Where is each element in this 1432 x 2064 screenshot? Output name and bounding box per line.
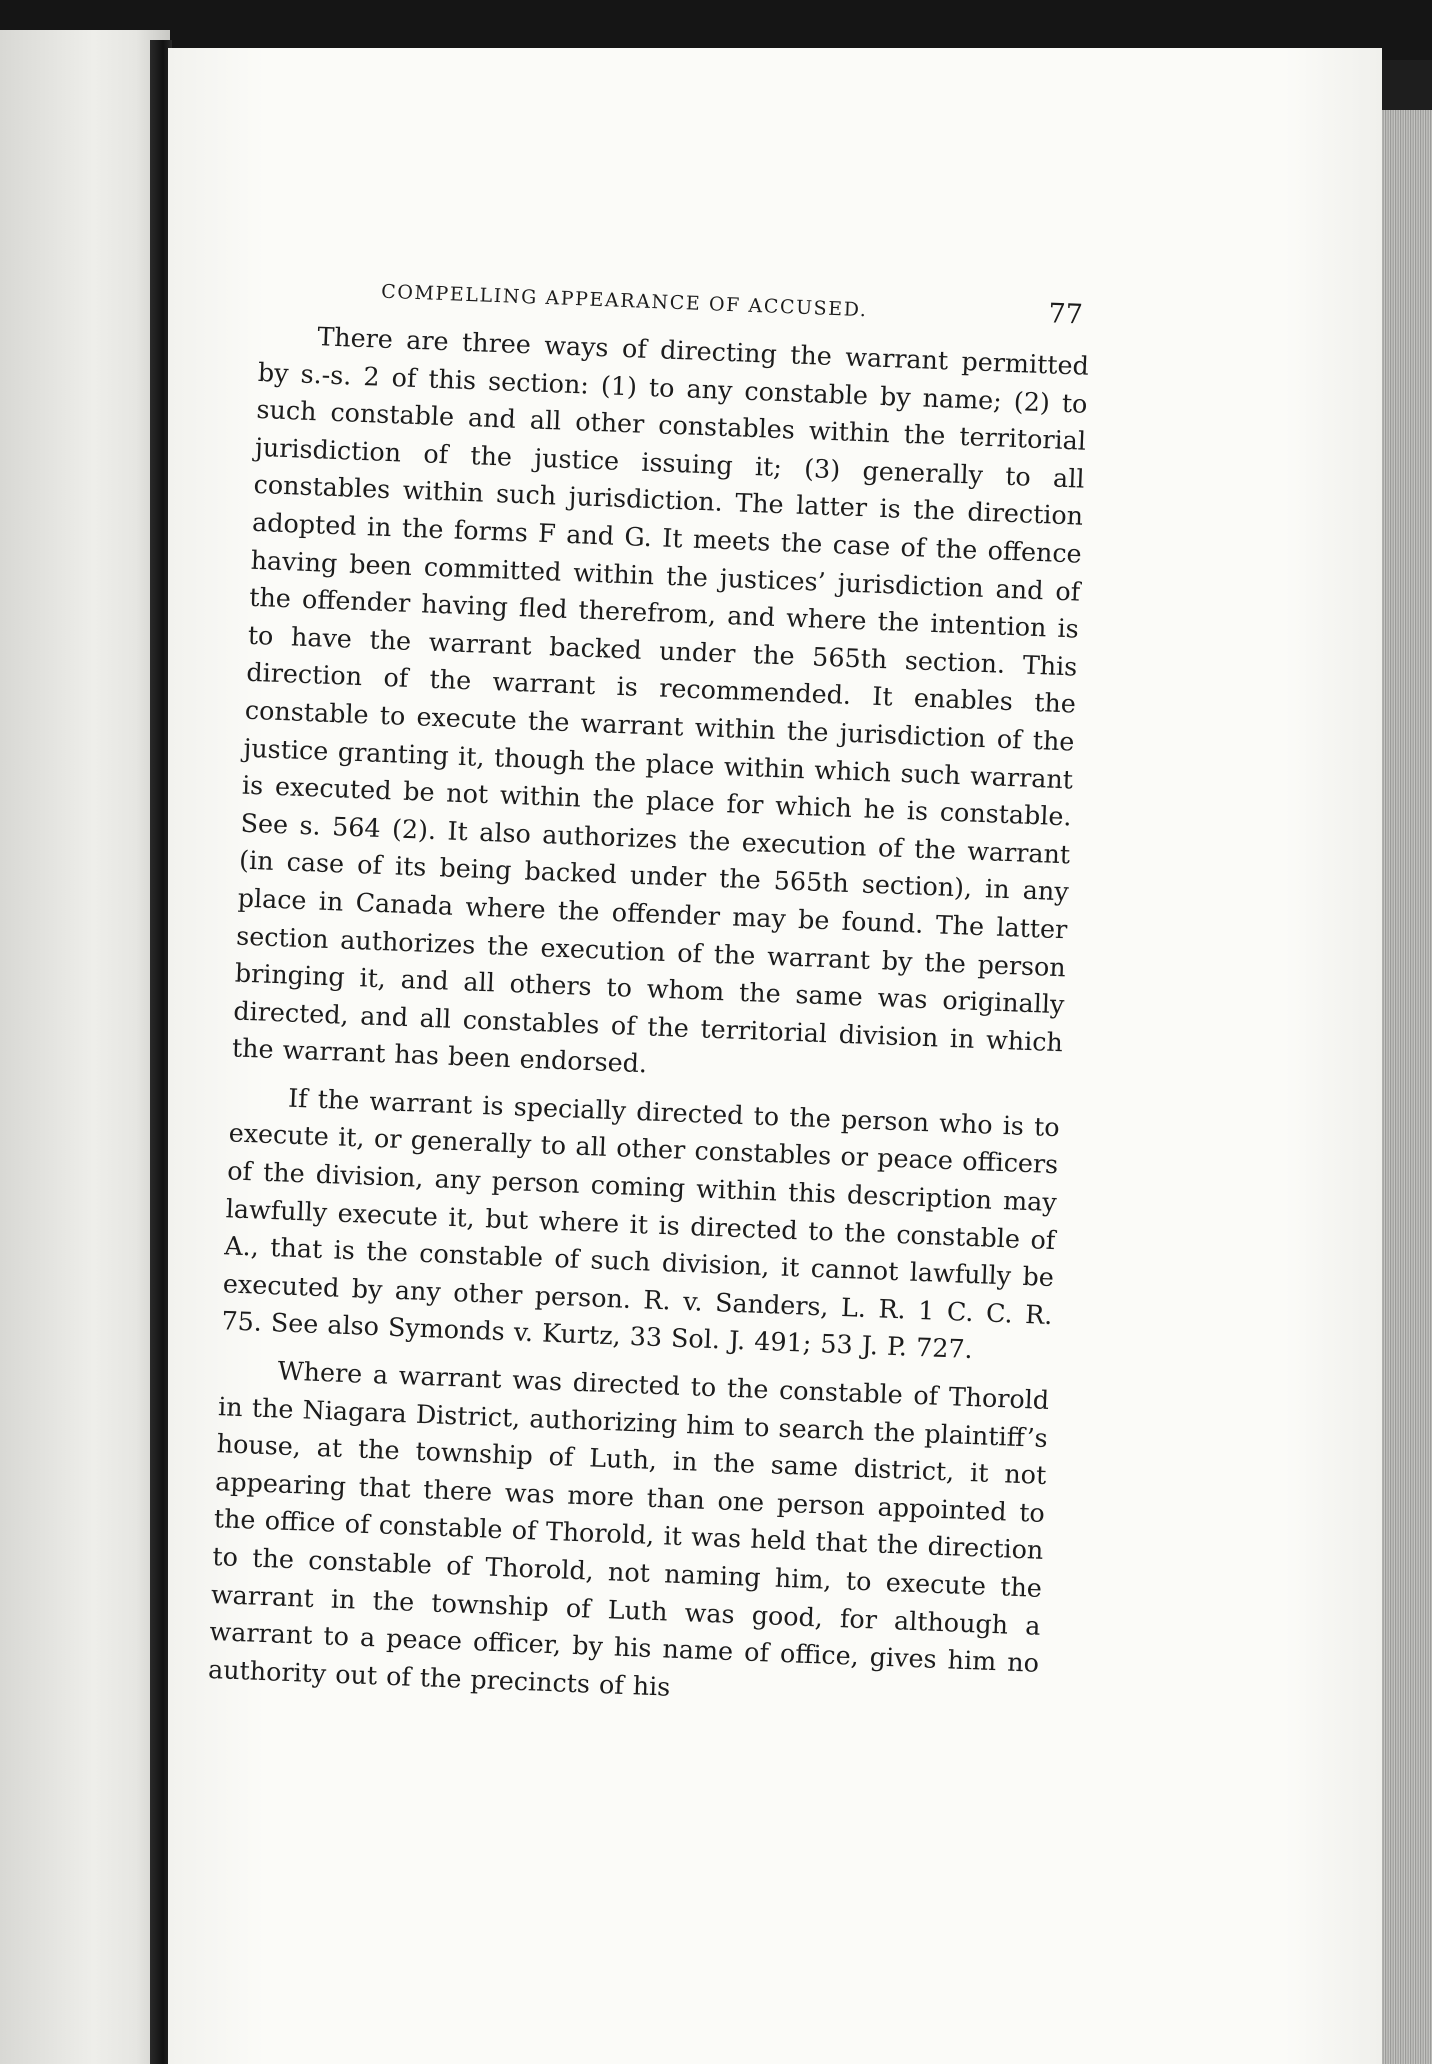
running-title: COMPELLING APPEARANCE OF ACCUSED. [380, 280, 868, 322]
paragraph-1: There are three ways of directing the warrant permitted by s.-s. 2 of this section: (1) to any constable by name; (2) to such constable and all other constables within the territorial jurisdiction of the justice issuing it; (3) generally to all constables within such jurisdiction. The latter is the direction adopted in the forms F and G. It meets the case of the offence having been committed within the justices’ jurisdiction and of the offender having fled therefrom, and where the intention is to have the warrant backed under the 565th section. This direction of the warrant is recommended. It enables the constable to execute the warrant within the jurisdiction of the justice granting it, though the place within which such warrant is executed be not within the place for which he is constable. See s. 564 (2). It also authorizes the execution of the warrant (in case of its being backed under the 565th section), in any place in Canada where the offender may be found. The latter section authorizes the execution of the warrant by the person bringing it, and all others to whom the same was originally directed, and all constables of the territorial division in which the warrant has been endorsed. [231, 321, 1090, 1079]
page-content [207, 268, 1091, 1730]
page-number: 77 [1047, 298, 1084, 331]
paragraph-3: Where a warrant was directed to the constable of Thorold in the Niagara District, authorizing him to search the plaintiff’s house, at the township of Luth, in the same district, it not appearing that there was more than one person appointed to the office of constable of Thorold, it was held that the direction to the constable of Thorold, not naming him, to execute the warrant in the township of Luth was good, for although a warrant to a peace officer, by his name of office, gives him no authority out of the precincts of his [207, 1355, 1050, 1702]
left-page-edge [0, 30, 170, 2064]
paragraph-2: If the warrant is specially directed to the person who is to execute it, or generally to all other constables or peace officers of the division, any person coming within this description may lawfully execute it, but where it is directed to the constable of A., that is the constable of such division, it cannot lawfully be executed by any other person. R. v. Sanders, L. R. 1 C. C. R. 75. See also Symonds v. Kurtz, 33 Sol. J. 491; 53 J. P. 727. [220, 1082, 1061, 1365]
